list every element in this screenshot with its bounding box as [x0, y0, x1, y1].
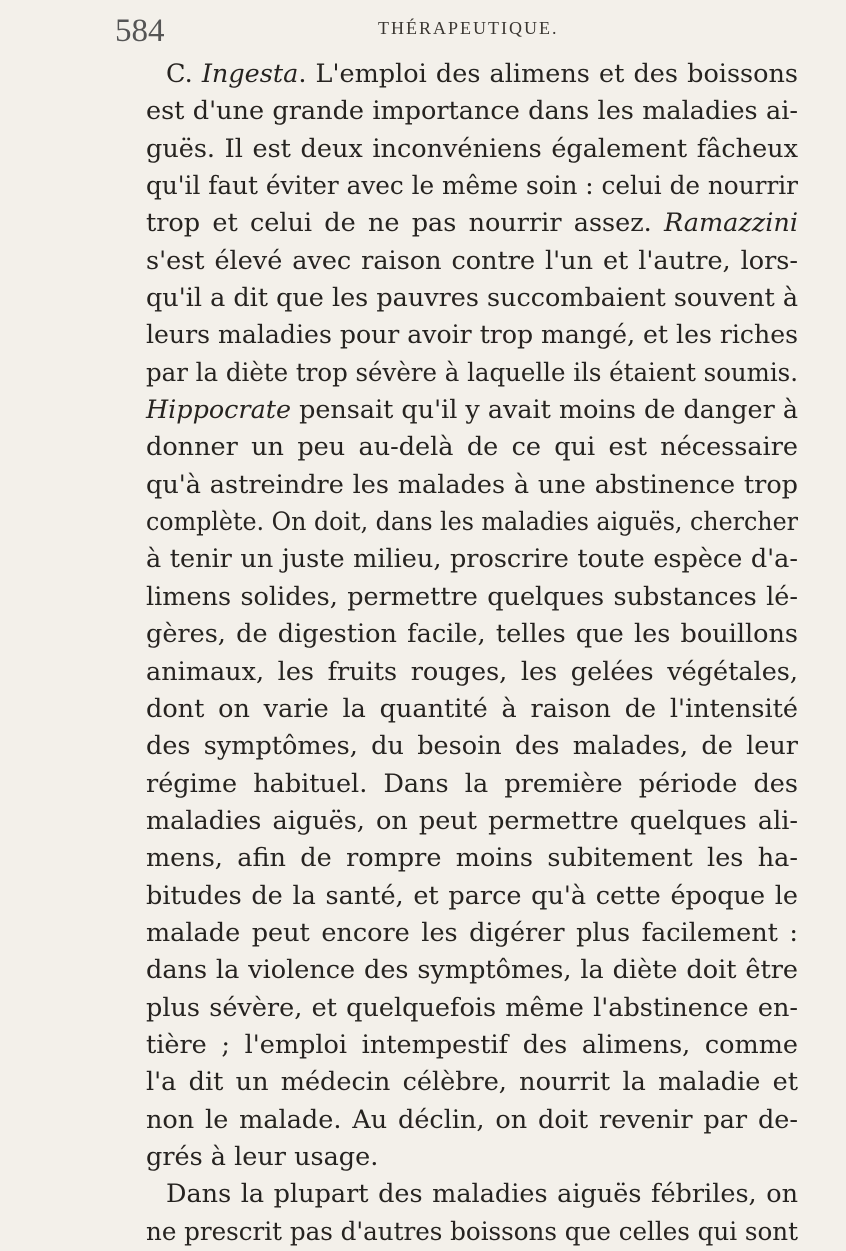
text-line: ne prescrit pas d'autres boissons que celles qui sont	[146, 1216, 798, 1247]
text-line: plus sévère, et quelquefois même l'abstinence en-	[146, 992, 798, 1023]
body-text	[146, 56, 798, 1251]
text-line: mens, afin de rompre moins subitement les ha-	[146, 843, 798, 874]
text-line: grés à leur usage.	[146, 1141, 379, 1172]
text-line: s'est élevé avec raison contre l'un et l'autre, lors-	[146, 245, 798, 276]
text-line: qu'il a dit que les pauvres succombaient souvent à	[146, 283, 798, 314]
running-title: THÉRAPEUTIQUE.	[378, 18, 559, 38]
text-line: des symptômes, du besoin des malades, de leur	[146, 731, 798, 762]
text-line: malade peut encore les digérer plus facilement :	[146, 917, 798, 948]
text-line: Hippocrate pensait qu'il y avait moins de danger à	[146, 395, 798, 426]
text-line: tière ; l'emploi intempestif des alimens, comme	[146, 1029, 798, 1060]
text-line: non le malade. Au déclin, on doit revenir par de-	[146, 1104, 798, 1135]
text-line: complète. On doit, dans les maladies aiguës, chercher	[146, 507, 798, 538]
page-number: 584	[115, 13, 165, 49]
text-line: leurs maladies pour avoir trop mangé, et les riches	[146, 320, 798, 351]
text-line: animaux, les fruits rouges, les gelées végétales,	[146, 656, 798, 687]
text-line: guës. Il est deux inconvéniens également fâcheux	[146, 133, 798, 164]
text-line: par la diète trop sévère à laquelle ils étaient soumis.	[146, 357, 798, 388]
text-line: dans la violence des symptômes, la diète doit être	[146, 955, 798, 986]
text-line: bitudes de la santé, et parce qu'à cette époque le	[146, 880, 798, 911]
text-line: maladies aiguës, on peut permettre quelques ali-	[146, 805, 798, 836]
running-head	[0, 10, 800, 52]
text-line: est d'une grande importance dans les maladies ai-	[146, 96, 798, 127]
text-line: dont on varie la quantité à raison de l'intensité	[146, 693, 798, 724]
text-line: C. Ingesta. L'emploi des alimens et des boissons	[166, 59, 798, 89]
text-line: Dans la plupart des maladies aiguës fébriles, on	[166, 1179, 798, 1210]
text-line: gères, de digestion facile, telles que les bouillons	[146, 619, 798, 650]
text-line: qu'il faut éviter avec le même soin : celui de nourrir	[146, 171, 798, 202]
text-line: l'a dit un médecin célèbre, nourrit la maladie et	[146, 1067, 798, 1098]
text-line: donner un peu au-delà de ce qui est nécessaire	[146, 432, 798, 463]
text-line: limens solides, permettre quelques substances lé-	[146, 581, 798, 612]
text-line: trop et celui de ne pas nourrir assez. Ramazzini	[146, 208, 798, 239]
text-line: à tenir un juste milieu, proscrire toute espèce d'a-	[146, 544, 798, 575]
text-line: qu'à astreindre les malades à une abstinence trop	[146, 469, 798, 500]
text-line: régime habituel. Dans la première période des	[146, 768, 798, 799]
